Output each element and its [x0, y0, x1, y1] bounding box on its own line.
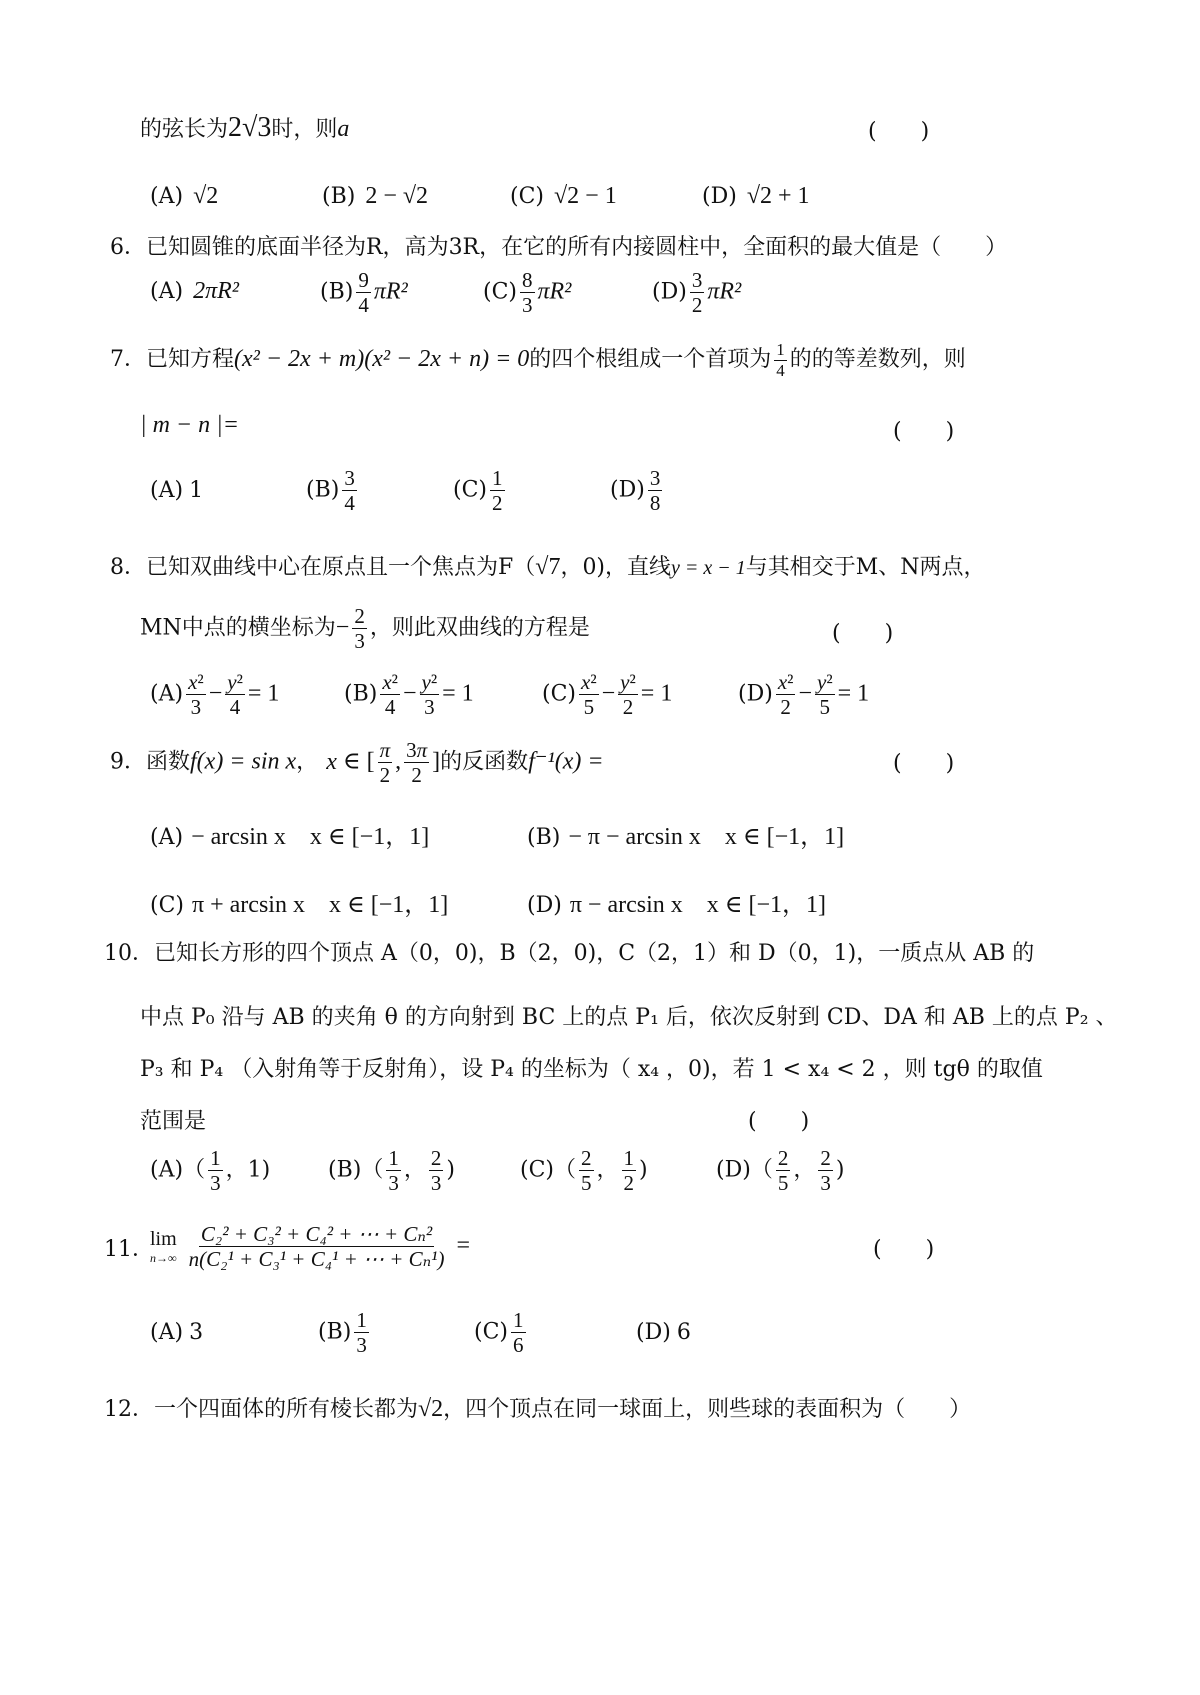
q6-option-b: (B) $\frac{9}{4}$ πR² [320, 268, 408, 318]
q6-option-a: (A) 2πR² [150, 278, 239, 304]
q11-option-c: (C) $\frac{1}{6}$ [474, 1308, 524, 1358]
q9-option-d: (D) π − arcsin x x ∈ [−1，1] [527, 892, 827, 918]
q10-stem-line2: 中点 P₀ 沿与 AB 的夹角 θ 的方向射到 BC 上的点 P₁ 后，依次反射到 CD、DA 和 AB 上的点 P₂ 、 [140, 1005, 1118, 1030]
q11-option-d: (D) 6 [636, 1320, 691, 1345]
q5-option-d: (D) √2 + 1 [702, 183, 810, 209]
q7-option-b: (B) $\frac{3}{4}$ [306, 466, 355, 516]
q9-option-a: (A) − arcsin x x ∈ [−1，1] [150, 824, 430, 850]
q6-option-c: (C) $\frac{8}{3}$ πR² [483, 268, 572, 318]
q11-answer-blank: ( ) [873, 1237, 935, 1262]
q10-option-a: (A)（ $\frac{1}{3}$ ，1) [150, 1146, 271, 1196]
q9-stem: 9．函数f(x) = sin x， x ∈ [ $\frac{\pi}{2}$ , $\frac{3\pi}{2}$ ]的反函数f⁻¹(x) = [110, 738, 604, 788]
q10-option-c: (C)（ $\frac{2}{5}$ ， $\frac{1}{2}$ ) [520, 1146, 648, 1196]
q8-option-b: (B) $\frac{\text{x²}}{4}$ − $\frac{\text{y²}}{3}$ = 1 [344, 670, 474, 720]
q10-option-d: (D)（ $\frac{2}{5}$ ， $\frac{2}{3}$ ) [716, 1146, 845, 1196]
q11-option-b: (B) $\frac{1}{3}$ [318, 1308, 367, 1358]
q8-option-d: (D) $\frac{\text{x²}}{2}$ − $\frac{\text{y²}}{5}$ = 1 [738, 670, 870, 720]
q10-stem-line4: 范围是 [140, 1109, 207, 1134]
q7-option-d: (D) $\frac{3}{8}$ [610, 466, 661, 516]
q8-stem-line2: MN中点的横坐标为− $\frac{2}{3}$ ，则此双曲线的方程是 [140, 604, 590, 654]
q9-option-b: (B) − π − arcsin x x ∈ [−1，1] [527, 824, 845, 850]
q9-answer-blank: ( ) [893, 751, 955, 776]
q5-option-c: (C) √2 − 1 [510, 183, 617, 209]
q10-stem-line3: P₃ 和 P₄ （入射角等于反射角），设 P₄ 的坐标为（ x₄ ，0)，若 1 < x₄ < 2 ，则 tgθ 的取值 [140, 1057, 1043, 1082]
q7-answer-blank: ( ) [893, 419, 955, 444]
q10-answer-blank: ( ) [748, 1109, 810, 1134]
q11-option-a: (A) 3 [150, 1320, 204, 1345]
q5-options: (A) √2 [150, 183, 219, 209]
q8-answer-blank: ( ) [832, 621, 894, 646]
q7-stem: 7．已知方程(x² − 2x + m)(x² − 2x + n) = 0的四个根组成一个首项为 $\frac{1}{4}$ 的的等差数列，则 [110, 340, 966, 380]
q6-stem: 6．已知圆锥的底面半径为R，高为3R，在它的所有内接圆柱中，全面积的最大值是（ ） [110, 235, 1008, 260]
q10-option-b: (B)（ $\frac{1}{3}$ ， $\frac{2}{3}$ ) [328, 1146, 455, 1196]
q10-stem-line1: 10．已知长方形的四个顶点 A（0，0)，B（2，0)，C（2，1）和 D（0，1)，一质点从 AB 的 [104, 941, 1035, 966]
q7-option-a: (A) 1 [150, 478, 204, 503]
q11-number: 11． [104, 1237, 154, 1262]
q5-stem: 的弦长为2√3时，则a [140, 112, 350, 143]
q5-answer-blank: ( ) [868, 119, 930, 144]
q5-option-b: (B) 2 − √2 [322, 183, 429, 209]
q9-option-c: (C) π + arcsin x x ∈ [−1，1] [150, 892, 449, 918]
q5-value: 2√3 [228, 112, 272, 143]
q12-stem: 12．一个四面体的所有棱长都为√2，四个顶点在同一球面上，则些球的表面积为（ ） [104, 1396, 972, 1422]
q7-abs: | m − n |= [140, 412, 239, 438]
q7-option-c: (C) $\frac{1}{2}$ [453, 466, 503, 516]
q11-expression: lim n→∞ $\frac{\text{C₂² + C₃² + C₄² + ⋯ + Cₙ²}}{\text{n(C₂¹ + C₃¹ + C₄¹ + ⋯ + Cₙ¹)}}$ = [150, 1222, 471, 1272]
q8-option-c: (C) $\frac{\text{x²}}{5}$ − $\frac{\text{y²}}{2}$ = 1 [542, 670, 673, 720]
q8-option-a: (A) $\frac{\text{x²}}{3}$ − $\frac{\text{y²}}{4}$ = 1 [150, 670, 280, 720]
q6-option-d: (D) $\frac{3}{2}$ πR² [652, 268, 742, 318]
q8-stem: 8．已知双曲线中心在原点且一个焦点为F（√7，0)，直线y = x − 1与其相交于M、N两点， [110, 554, 986, 580]
